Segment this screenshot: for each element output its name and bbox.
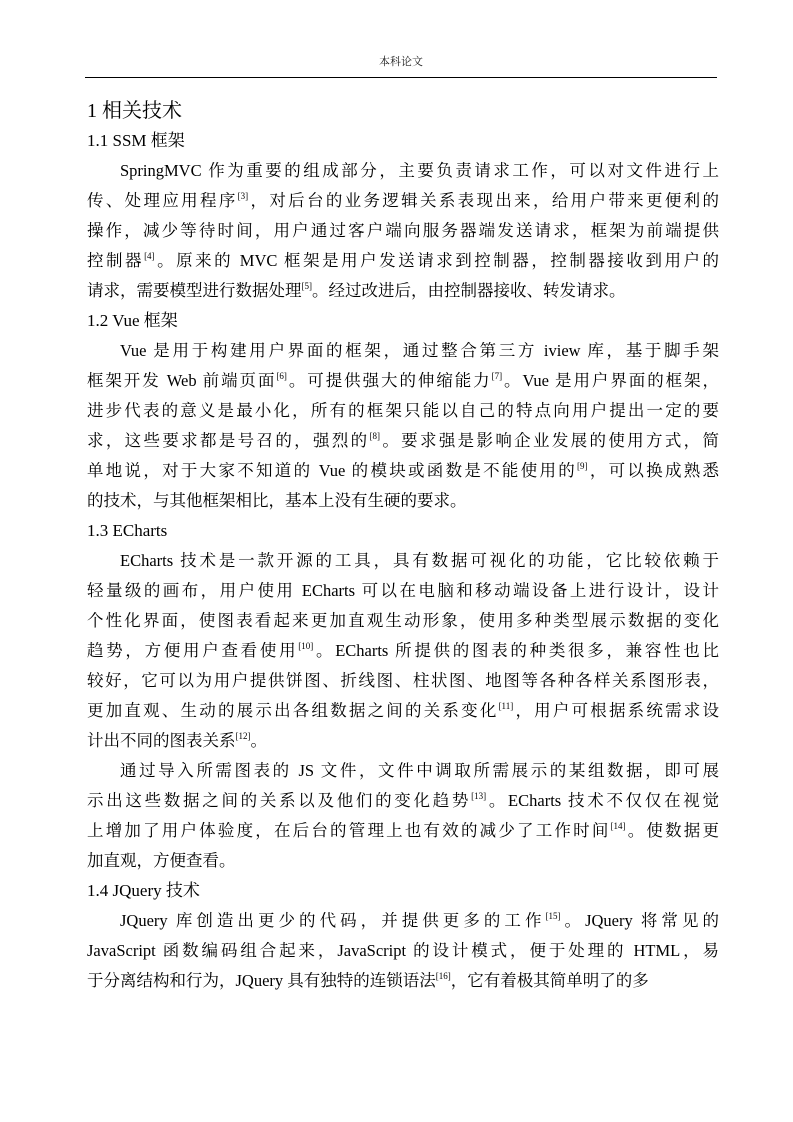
text-segment: 。使数据更 [625, 821, 720, 840]
citation-marker: [16] [435, 971, 451, 981]
text-line [87, 456, 719, 486]
text-segment: 。要求强是影响企业发展的使用方式，简 [380, 431, 720, 450]
text-segment: 的技术，与其他框架相比，基本上没有生硬的要求。 [87, 491, 467, 510]
text-segment: 。可提供强大的伸缩能力 [286, 371, 492, 390]
citation-marker: [15] [545, 911, 561, 921]
header-rule [85, 77, 717, 78]
paragraph-echarts-2 [87, 756, 719, 876]
subsection-heading-ssm: 1.1 SSM 框架 [87, 131, 185, 150]
text-segment: 传、处理应用程序 [87, 191, 238, 210]
text-segment: 控制器 [87, 251, 145, 270]
text-line [87, 696, 719, 726]
text-line [87, 846, 719, 876]
text-line [87, 756, 719, 786]
text-line [87, 906, 719, 936]
text-line [87, 546, 719, 576]
subsection-heading-vue: 1.2 Vue 框架 [87, 311, 178, 330]
paragraph-echarts-1 [87, 546, 719, 756]
text-line [87, 936, 719, 966]
text-line [87, 336, 719, 366]
text-line [87, 186, 719, 216]
citation-marker: [6] [276, 371, 287, 381]
text-segment: 计出不同的图表关系 [87, 731, 236, 750]
subsection-heading-jquery: 1.4 JQuery 技术 [87, 881, 200, 900]
citation-marker: [12] [235, 731, 251, 741]
paragraph-ssm [87, 156, 719, 306]
text-line [87, 156, 719, 186]
citation-marker: [13] [471, 791, 487, 801]
text-segment: 于分离结构和行为，JQuery 具有独特的连锁语法 [87, 971, 436, 990]
text-segment: SpringMVC 作为重要的组成部分，主要负责请求工作，可以对文件进行上 [120, 161, 719, 180]
text-segment: 趋势，方便用户查看使用 [87, 641, 299, 660]
text-segment: ，对后台的业务逻辑关系表现出来，给用户带来更便利的 [248, 191, 720, 210]
text-segment: 框架开发 Web 前端页面 [87, 371, 277, 390]
text-line [87, 816, 719, 846]
citation-marker: [8] [369, 431, 380, 441]
text-line [87, 966, 719, 996]
text-segment: 单地说，对于大家不知道的 Vue 的模块或函数是不能使用的 [87, 461, 578, 480]
text-line [87, 636, 719, 666]
citation-marker: [5] [301, 281, 312, 291]
text-segment: 。经过改进后，由控制器接收、转发请求。 [312, 281, 626, 300]
text-segment: Vue 是用于构建用户界面的框架，通过整合第三方 iview 库，基于脚手架 [120, 341, 719, 360]
text-line [87, 666, 719, 696]
text-segment: 。ECharts 技术不仅仅在视觉 [486, 791, 719, 810]
text-segment: 请求，需要模型进行数据处理 [87, 281, 302, 300]
citation-marker: [11] [498, 701, 514, 711]
citation-marker: [9] [577, 461, 588, 471]
running-header: 本科论文 [379, 56, 423, 68]
text-segment: 。 [250, 731, 267, 750]
text-line [87, 576, 719, 606]
page-content [87, 92, 719, 996]
text-line [87, 366, 719, 396]
text-segment: 更加直观、生动的展示出各组数据之间的关系变化 [87, 701, 499, 720]
text-line [87, 216, 719, 246]
text-line [87, 606, 719, 636]
citation-marker: [4] [144, 251, 155, 261]
text-line [87, 396, 719, 426]
text-segment: 。Vue 是用户界面的框架， [502, 371, 720, 390]
text-segment: 进步代表的意义是最小化，所有的框架只能以自己的特点向用户提出一定的要 [87, 401, 719, 420]
text-segment: 。JQuery 将常见的 [560, 911, 720, 930]
citation-marker: [14] [610, 821, 626, 831]
text-segment: ，用户可根据系统需求设 [513, 701, 720, 720]
paragraph-jquery [87, 906, 719, 996]
subsection-heading-echarts: 1.3 ECharts [87, 521, 168, 540]
text-line [87, 426, 719, 456]
text-segment: JQuery 库创造出更少的代码，并提供更多的工作 [120, 911, 546, 930]
citation-marker: [3] [237, 191, 249, 201]
text-line [87, 246, 719, 276]
text-segment: ，可以换成熟悉 [587, 461, 720, 480]
text-segment: 操作，减少等待时间，用户通过客户端向服务器端发送请求，框架为前端提供 [87, 221, 719, 240]
text-segment: 个性化界面，使图表看起来更加直观生动形象，使用多种类型展示数据的变化 [87, 611, 719, 630]
text-segment: JavaScript 函数编码组合起来，JavaScript 的设计模式，便于处理的 HTML，易 [87, 941, 719, 960]
text-segment: 示出这些数据之间的关系以及他们的变化趋势 [87, 791, 472, 810]
paragraph-vue [87, 336, 719, 516]
text-line [87, 486, 719, 516]
text-line [87, 786, 719, 816]
text-line [87, 276, 719, 306]
text-segment: ，它有着极其简单明了的多 [450, 971, 649, 990]
text-segment: 。ECharts 所提供的图表的种类很多，兼容性也比 [313, 641, 719, 660]
text-line [87, 726, 719, 756]
text-segment: 求，这些要求都是号召的，强烈的 [87, 431, 370, 450]
text-segment: 。原来的 MVC 框架是用户发送请求到控制器，控制器接收到用户的 [154, 251, 719, 270]
text-segment: 通过导入所需图表的 JS 文件，文件中调取所需展示的某组数据，即可展 [120, 761, 719, 780]
text-segment: 加直观，方便查看。 [87, 851, 236, 870]
section-heading: 1 相关技术 [87, 100, 182, 122]
citation-marker: [7] [491, 371, 503, 381]
citation-marker: [10] [298, 641, 314, 651]
text-segment: ECharts 技术是一款开源的工具，具有数据可视化的功能，它比较依赖于 [120, 551, 719, 570]
text-segment: 较好，它可以为用户提供饼图、折线图、柱状图、地图等各种各样关系图形表， [87, 671, 719, 690]
text-segment: 上增加了用户体验度，在后台的管理上也有效的减少了工作时间 [87, 821, 611, 840]
text-segment: 轻量级的画布，用户使用 ECharts 可以在电脑和移动端设备上进行设计，设计 [87, 581, 719, 600]
